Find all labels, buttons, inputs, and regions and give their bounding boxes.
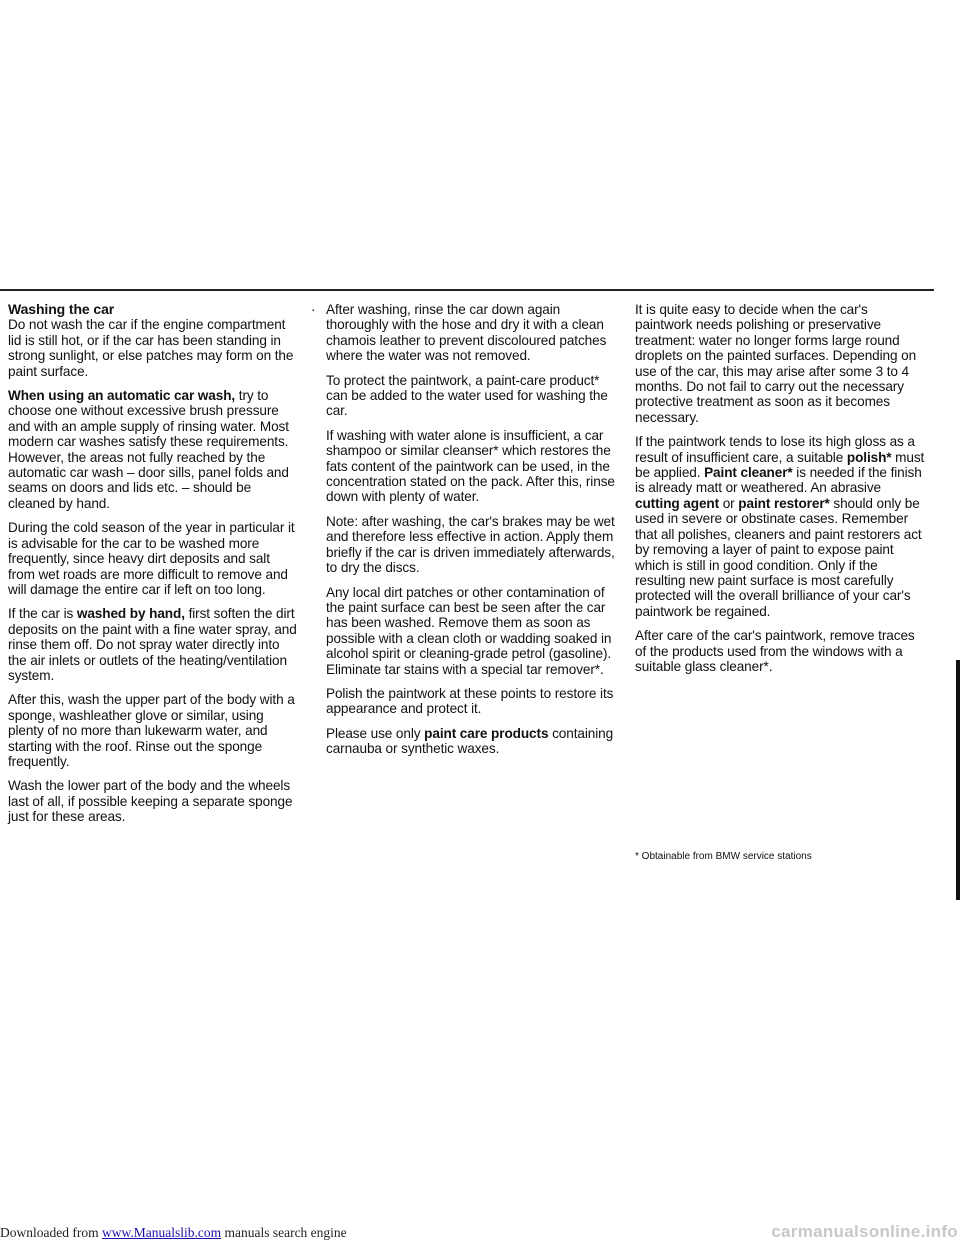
- paragraph: Polish the paintwork at these points to restore its appearance and protect it.: [326, 685, 614, 717]
- bold-term: Paint cleaner*: [704, 465, 793, 481]
- paragraph: If the car is washed by hand, first soften the dirt deposits on the paint with a fine water spray, and rinse them off. Do not spray water directly into the air inlets or outlets of the heating/ventilation system.: [8, 606, 297, 683]
- paragraph: It is quite easy to decide when the car's paintwork needs polishing or preservative treatment: water no longer forms large round droplets on the painted surfaces. Depending on use of the car, this may arise after some 3 to 4 months. Do not fail to carry out the necessary protective treatment as soon as it becomes necessary.: [635, 302, 917, 425]
- bullet-mark: ·: [311, 302, 316, 317]
- paragraph: Do not wash the car if the engine compartment lid is still hot, or if the car has been standing in strong sunlight, or else patches may form on the paint surface.: [8, 317, 294, 379]
- footnote: * Obtainable from BMW service stations: [635, 851, 812, 862]
- bold-term: paint restorer*: [738, 495, 830, 511]
- paragraph: · After washing, rinse the car down again thoroughly with the hose and dry it with a clean chamois leather to prevent discoloured patches where the water was not removed.: [311, 302, 607, 364]
- bold-term: When using an automatic car wash,: [8, 388, 236, 404]
- paragraph: To protect the paintwork, a paint-care product* can be added to the water used for washing the car.: [326, 372, 608, 419]
- page-edge-bar: [956, 660, 960, 900]
- paragraph: Wash the lower part of the body and the wheels last of all, if possible keeping a separate sponge just for these areas.: [8, 778, 293, 825]
- bold-term: cutting agent: [635, 495, 720, 511]
- paragraph: During the cold season of the year in particular it is advisable for the car to be washed more frequently, since heavy dirt deposits and salt from wet roads are more difficult to remove and will damage the entire car if left on too long.: [8, 520, 295, 597]
- paragraph: Any local dirt patches or other contamination of the paint surface can best be seen after the car has been washed. Remove them as soon as possible with a clean cloth or wadding soaked in alcohol spirit or cleaning-grade petrol (gasoline). Eliminate tar stains with a special tar remover*.: [326, 584, 612, 677]
- paragraph: If the paintwork tends to lose its high gloss as a result of insufficient care, a suitable polish* must be applied. Paint cleaner* is needed if the finish is already matt or weathered. An abrasive cutting agent or paint restorer* should only be used in severe or obstinate cases. Remember that all polishes, cleaners and paint restorers act by removing a layer of paint to expose paint which is still in good condition. Only if the resulting new paint surface is most carefully protected will the overall brilliance of your car's paintwork be regained.: [635, 434, 925, 619]
- section-heading: Washing the car: [8, 301, 115, 317]
- paragraph: After this, wash the upper part of the body with a sponge, washleather glove or similar, using plenty of no more than lukewarm water, and starting with the roof. Rinse out the sponge frequently.: [8, 692, 295, 769]
- paragraph: Note: after washing, the car's brakes may be wet and therefore less effective in action. Apply them briefly if the car is driven immediately afterwards, to dry the discs.: [326, 513, 615, 576]
- bold-term: polish*: [846, 449, 892, 465]
- bold-term: washed by hand,: [76, 606, 185, 622]
- column-right: [635, 302, 927, 683]
- download-footer: Downloaded from www.Manualslib.com manuals search engine: [0, 1225, 347, 1240]
- manualslib-link[interactable]: www.Manualslib.com: [101, 1225, 222, 1240]
- paragraph: When using an automatic car wash, try to choose one without excessive brush pressure and with an ample supply of rinsing water. Most modern car washes satisfy these requirements. However, the areas not fully reached by the automatic car wash – door sills, panel folds and seams on doors and lids etc. – should be cleaned by hand.: [8, 388, 289, 511]
- bold-term: paint care products: [424, 725, 549, 741]
- column-middle: [311, 302, 618, 766]
- column-left: [8, 302, 300, 834]
- paragraph: Please use only paint care products containing carnauba or synthetic waxes.: [326, 725, 614, 757]
- paragraph: After care of the car's paintwork, remove traces of the products used from the windows with a suitable glass cleaner*.: [635, 628, 915, 674]
- top-rule: [0, 289, 934, 291]
- watermark: carmanualsonline.info: [771, 1222, 958, 1241]
- paragraph: If washing with water alone is insufficient, a car shampoo or similar cleanser* which restores the fats content of the paintwork can be used, in the concentration stated on the pack. After this, rinse down with plenty of water.: [326, 427, 615, 505]
